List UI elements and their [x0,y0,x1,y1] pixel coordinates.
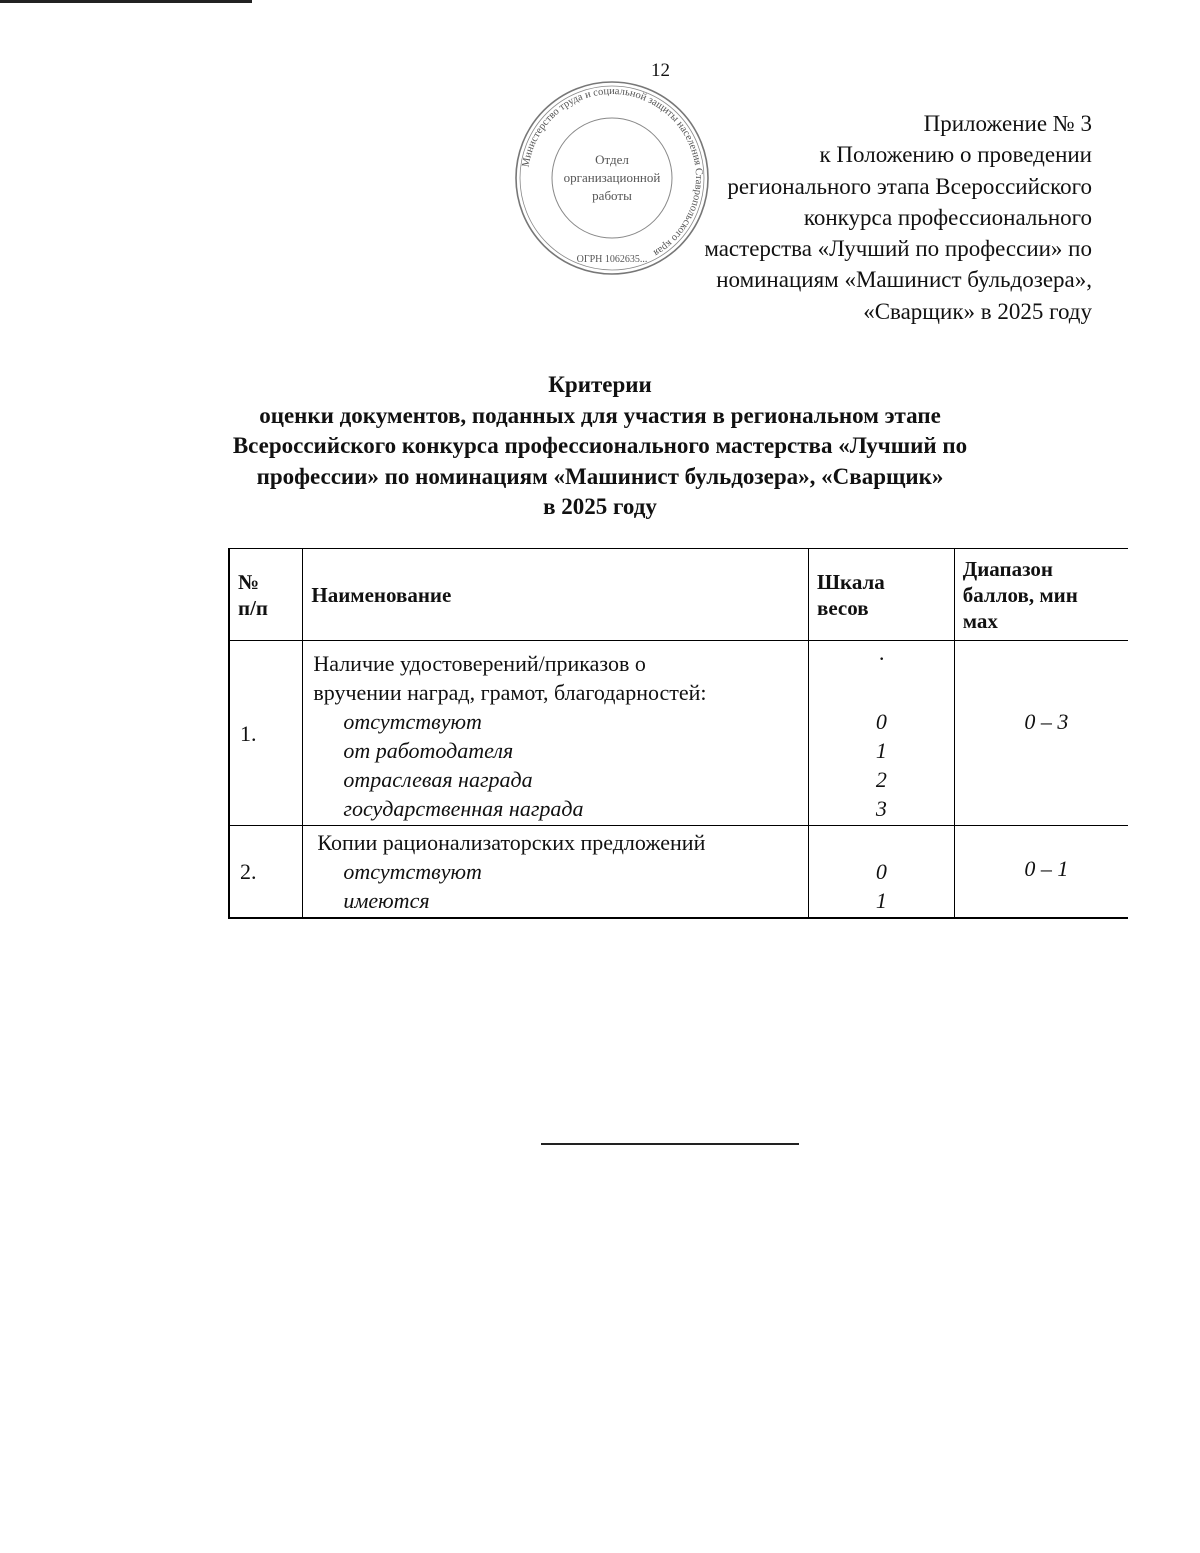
appendix-note [704,108,1092,327]
criteria-table [228,548,1128,919]
top-rule [0,0,252,3]
stamp-outer-text: Министерство труда и социальной защиты населения Ставропольского края [520,85,705,259]
scale-spacer [809,678,954,707]
criterion-option: имеются [343,888,430,913]
criterion-option: отраслевая награда [343,767,533,792]
criterion-option: от работодателя [343,738,514,763]
criterion-title: вручении наград, грамот, благодарностей: [313,680,707,705]
weight-value: 3 [875,796,887,821]
criterion-option: отсутствуют [343,859,482,884]
table-header-row [229,549,1128,641]
row-number: 2. [229,826,303,919]
table-row [229,641,1128,826]
range-value: 0 – 3 [1024,709,1069,734]
criterion-option: отсутствуют [343,709,482,734]
criterion-option: государственная награда [343,796,584,821]
criterion-title: Копии рационализаторских предложений [317,830,706,855]
title-line: оценки документов, поданных для участия в региональном этапе [259,402,941,428]
page-number: 12 [651,60,670,81]
appendix-line: номинациям «Машинист бульдозера», [716,267,1092,293]
header-scale: Шкала весов [809,549,955,641]
table-row [229,826,1128,919]
weight-value: 1 [875,738,887,763]
criterion-cell [303,641,809,826]
scale-mark: · [878,646,885,671]
header-num: № п/п [229,549,303,641]
header-range: Диапазон баллов, мин мах [954,549,1128,641]
stamp-center-line: организационной [563,170,661,185]
criterion-title: Наличие удостоверений/приказов о [313,651,646,676]
range-cell [954,826,1128,919]
weight-cell [809,641,955,826]
appendix-line: «Сварщик» в 2025 году [863,298,1092,324]
weight-value: 1 [875,888,887,913]
title-line: в 2025 году [543,494,657,519]
stamp-center-line: Отдел [595,152,629,167]
stamp-bottom-text: ОГРН 1062635... [576,254,648,265]
title-line: Всероссийского конкурса профессионального мастерства «Лучший по [232,433,968,458]
document-title [140,370,1060,523]
weight-value: 0 [875,709,887,734]
title-line: профессии» по номинациям «Машинист бульдозера», «Сварщик» [256,463,944,489]
weight-cell [809,826,955,919]
range-value: 0 – 1 [1024,856,1069,881]
official-stamp [512,78,712,278]
row-number: 1. [229,641,303,826]
stamp-center-line: работы [592,188,632,203]
range-spacer [965,641,1128,707]
weight-value: 0 [875,859,887,884]
appendix-line: к Положению о проведении [819,142,1092,168]
criterion-cell [303,826,809,919]
appendix-line: конкурса профессионального [803,204,1092,230]
appendix-line: мастерства «Лучший по профессии» по [704,236,1092,262]
header-name: Наименование [303,549,809,641]
appendix-line: Приложение № 3 [923,111,1092,136]
range-cell [954,641,1128,826]
appendix-line: регионального этапа Всероссийского [727,173,1092,199]
weight-value: 2 [875,767,887,792]
bottom-rule [541,1143,799,1145]
title-line: Критерии [548,372,652,397]
range-spacer [965,826,1128,854]
